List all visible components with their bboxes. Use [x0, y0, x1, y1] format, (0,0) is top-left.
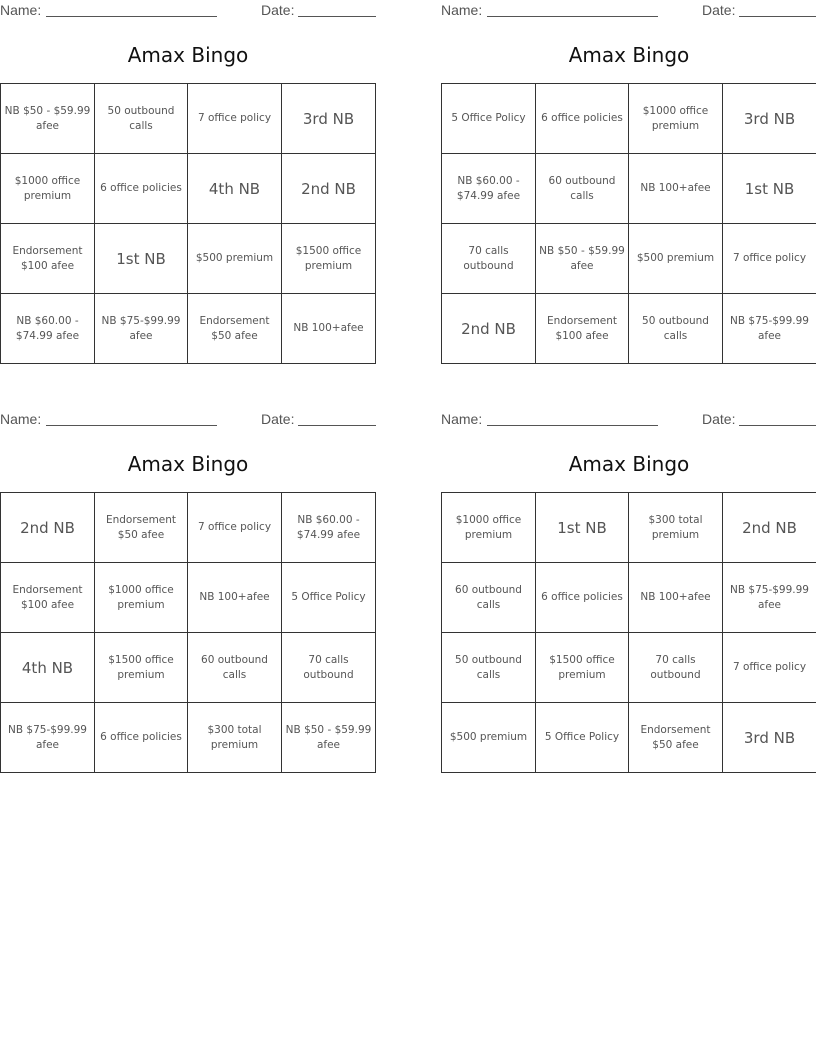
- bingo-cell: NB 100+afee: [282, 294, 376, 364]
- bingo-cell: 60 outbound calls: [442, 563, 536, 633]
- bingo-cell: $500 premium: [442, 703, 536, 773]
- bingo-grid: [441, 492, 816, 773]
- date-label: Date:: [261, 411, 295, 427]
- bingo-cell: $1000 office premium: [442, 493, 536, 563]
- name-field-line: [487, 425, 658, 426]
- name-field-line: [46, 16, 217, 17]
- bingo-cell: NB $75-$99.99 afee: [723, 294, 816, 364]
- bingo-cell: 7 office policy: [723, 633, 816, 703]
- bingo-cell: $1000 office premium: [95, 563, 188, 633]
- date-field-line: [739, 16, 816, 17]
- bingo-cell: 1st NB: [536, 493, 629, 563]
- bingo-cell: Endorsement $100 afee: [1, 563, 95, 633]
- bingo-cell: $500 premium: [188, 224, 282, 294]
- bingo-cell: Endorsement $100 afee: [1, 224, 95, 294]
- bingo-cell: 50 outbound calls: [95, 84, 188, 154]
- bingo-cell: 6 office policies: [95, 703, 188, 773]
- bingo-cell: NB 100+afee: [629, 563, 723, 633]
- bingo-card: [0, 409, 376, 781]
- date-field-line: [298, 16, 376, 17]
- bingo-cell: NB $60.00 - $74.99 afee: [1, 294, 95, 364]
- bingo-cell: NB $75-$99.99 afee: [95, 294, 188, 364]
- name-label: Name:: [0, 411, 42, 427]
- bingo-cell: 7 office policy: [188, 84, 282, 154]
- bingo-cell: 1st NB: [723, 154, 816, 224]
- bingo-cell: $1500 office premium: [95, 633, 188, 703]
- bingo-cell: NB $75-$99.99 afee: [1, 703, 95, 773]
- name-label: Name:: [441, 2, 483, 18]
- bingo-cell: $1500 office premium: [282, 224, 376, 294]
- card-header: [0, 409, 376, 431]
- bingo-cell: NB $60.00 - $74.99 afee: [282, 493, 376, 563]
- bingo-cell: $300 total premium: [188, 703, 282, 773]
- bingo-cell: NB $50 - $59.99 afee: [1, 84, 95, 154]
- bingo-cell: Endorsement $50 afee: [188, 294, 282, 364]
- bingo-cell: 60 outbound calls: [536, 154, 629, 224]
- bingo-cell: 5 Office Policy: [536, 703, 629, 773]
- bingo-cell: 3rd NB: [723, 703, 816, 773]
- bingo-cell: 4th NB: [188, 154, 282, 224]
- bingo-cell: 7 office policy: [723, 224, 816, 294]
- bingo-cell: $500 premium: [629, 224, 723, 294]
- bingo-cell: NB 100+afee: [629, 154, 723, 224]
- bingo-cell: 2nd NB: [282, 154, 376, 224]
- bingo-cell: $1000 office premium: [629, 84, 723, 154]
- bingo-card: [0, 0, 376, 372]
- date-field-line: [739, 425, 816, 426]
- date-label: Date:: [702, 2, 736, 18]
- bingo-cell: 60 outbound calls: [188, 633, 282, 703]
- date-field-line: [298, 425, 376, 426]
- bingo-cell: 5 Office Policy: [442, 84, 536, 154]
- bingo-cell: 70 calls outbound: [629, 633, 723, 703]
- bingo-cell: NB $75-$99.99 afee: [723, 563, 816, 633]
- bingo-cell: Endorsement $50 afee: [95, 493, 188, 563]
- name-field-line: [487, 16, 658, 17]
- bingo-cell: 70 calls outbound: [282, 633, 376, 703]
- date-label: Date:: [261, 2, 295, 18]
- bingo-cell: 70 calls outbound: [442, 224, 536, 294]
- bingo-cell: 2nd NB: [723, 493, 816, 563]
- bingo-card: [441, 0, 816, 372]
- bingo-cell: NB $50 - $59.99 afee: [282, 703, 376, 773]
- bingo-cell: 1st NB: [95, 224, 188, 294]
- bingo-cell: $1000 office premium: [1, 154, 95, 224]
- card-title: Amax Bingo: [127, 43, 249, 67]
- bingo-card: [441, 409, 816, 781]
- bingo-cell: 2nd NB: [1, 493, 95, 563]
- bingo-cell: $1500 office premium: [536, 633, 629, 703]
- bingo-cell: $300 total premium: [629, 493, 723, 563]
- card-header: [441, 0, 816, 22]
- card-header: [441, 409, 816, 431]
- card-title: Amax Bingo: [568, 452, 690, 476]
- bingo-cell: 6 office policies: [536, 563, 629, 633]
- name-label: Name:: [0, 2, 42, 18]
- name-label: Name:: [441, 411, 483, 427]
- bingo-cell: 6 office policies: [536, 84, 629, 154]
- card-title: Amax Bingo: [127, 452, 249, 476]
- bingo-cell: 7 office policy: [188, 493, 282, 563]
- bingo-cell: NB $60.00 - $74.99 afee: [442, 154, 536, 224]
- bingo-cell: NB 100+afee: [188, 563, 282, 633]
- card-header: [0, 0, 376, 22]
- date-label: Date:: [702, 411, 736, 427]
- bingo-cell: 50 outbound calls: [442, 633, 536, 703]
- bingo-cell: Endorsement $100 afee: [536, 294, 629, 364]
- bingo-cell: 3rd NB: [282, 84, 376, 154]
- bingo-cell: 2nd NB: [442, 294, 536, 364]
- bingo-cell: NB $50 - $59.99 afee: [536, 224, 629, 294]
- name-field-line: [46, 425, 217, 426]
- bingo-grid: [0, 492, 376, 773]
- bingo-grid: [0, 83, 376, 364]
- bingo-cell: Endorsement $50 afee: [629, 703, 723, 773]
- bingo-grid: [441, 83, 816, 364]
- bingo-cell: 50 outbound calls: [629, 294, 723, 364]
- card-title: Amax Bingo: [568, 43, 690, 67]
- bingo-cell: 3rd NB: [723, 84, 816, 154]
- bingo-cell: 5 Office Policy: [282, 563, 376, 633]
- bingo-cell: 4th NB: [1, 633, 95, 703]
- bingo-cell: 6 office policies: [95, 154, 188, 224]
